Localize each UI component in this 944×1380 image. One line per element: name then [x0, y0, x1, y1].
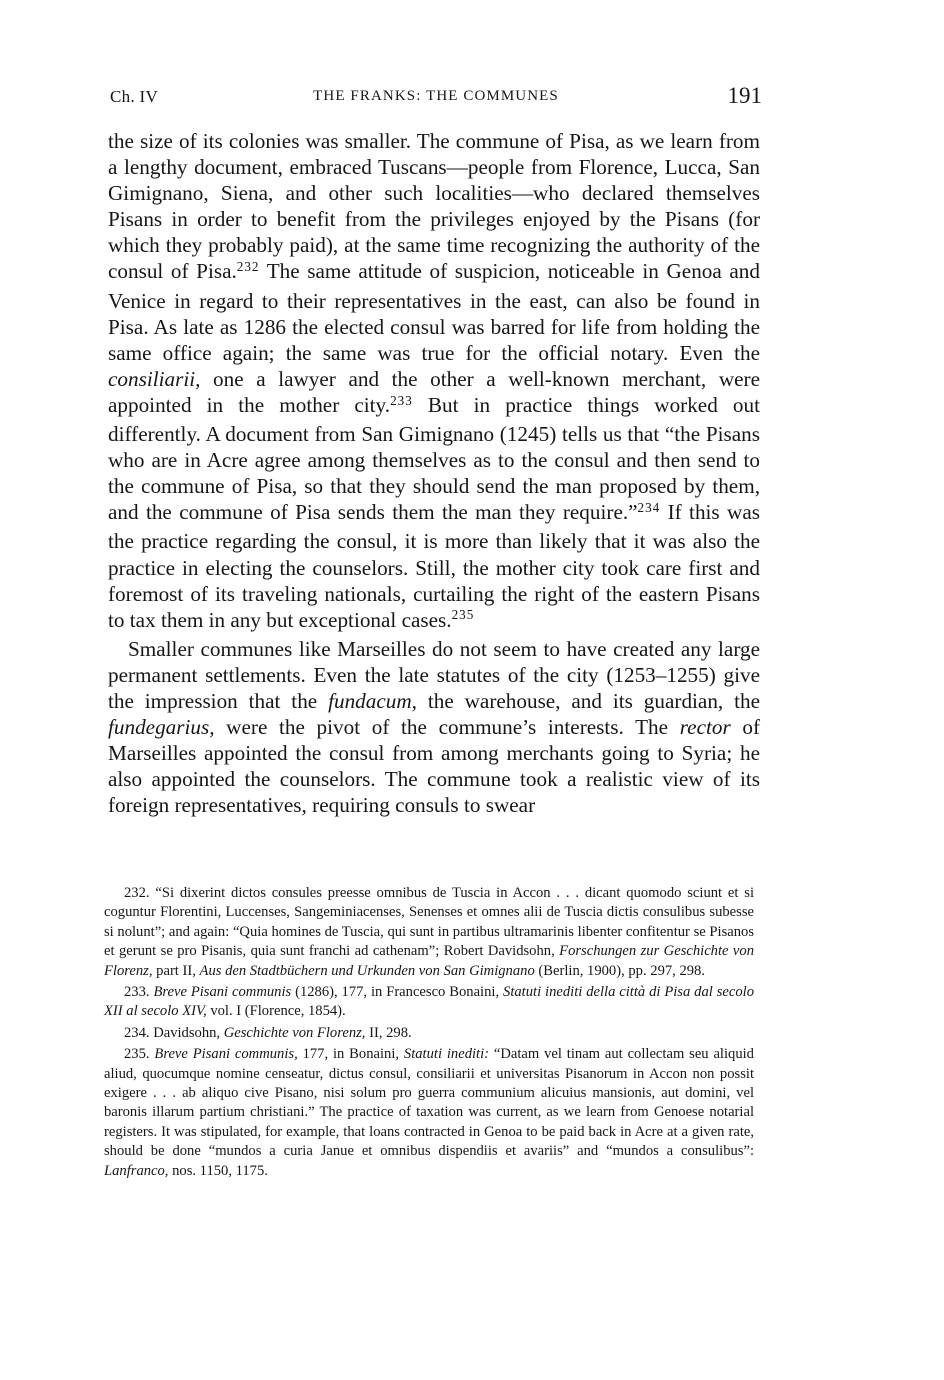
- italic-title: Breve Pisani communis,: [154, 1046, 298, 1063]
- text-run: Smaller communes like Marseilles do not seem to have created any large permanent settlements. Even the late statutes of the city (1253–1255) give the impression that the: [108, 636, 760, 713]
- running-head: [110, 83, 762, 112]
- text-run: 233.: [124, 984, 154, 1001]
- italic-title: Aus den Stadtbüchern und Urkunden von San Gimignano: [199, 962, 535, 979]
- main-text: [108, 128, 760, 818]
- chapter-label: Ch. IV: [110, 87, 159, 106]
- text-run: 177, in Bonaini,: [297, 1046, 404, 1063]
- footnote-ref: 233: [390, 392, 413, 408]
- running-title: THE FRANKS: THE COMMUNES: [313, 88, 559, 104]
- text-run: The same attitude of suspicion, noticeable in Genoa and Venice in regard to their representatives in the east, can also be found in Pisa. As late as 1286 the elected consul was barred for life from holding the same office again; the same was true for the official notary. Even the: [108, 259, 760, 365]
- italic-title: Statuti inediti della città di Pisa dal secolo XII al secolo XIV,: [104, 984, 755, 1020]
- text-run: (Berlin, 1900), pp. 297, 298.: [534, 962, 705, 979]
- text-run: the size of its colonies was smaller. The commune of Pisa, as we learn from a lengthy document, embraced Tuscans—people from Florence, Lucca, San Gimignano, Siena, and other such localities—who declared themselves Pisans in order to benefit from the privileges enjoyed by the Pisans (for which they probably paid), at the same time recognizing the authority of the consul of Pisa.: [108, 129, 760, 284]
- italic-title: Breve Pisani communis: [153, 984, 292, 1001]
- footnote-235: [104, 1045, 754, 1181]
- footnote-234: [104, 1024, 754, 1043]
- footnote-ref: 232: [236, 259, 260, 275]
- text-run: 232. “Si dixerint dictos consules preesse omnibus de Tuscia in Accon . . . dicant quomodo sciunt et si coguntur Florentini, Luccenses, Sangeminiacenses, Senenses et omnes alii de Tuscia dictis consulibus subesse si nolunt”; and again: “Quia homines de Tuscia, qui sunt in partibus ultramarinis libenter confitentur se Pisanos et gerunt se pro Pisanis, quia sunt franchi ad cathenam”; Robert Davidsohn,: [104, 885, 754, 960]
- paragraph-marseilles: [108, 636, 760, 819]
- footnote-ref: 234: [637, 500, 661, 516]
- text-run: (1286), 177, in Francesco Bonaini,: [291, 984, 504, 1001]
- text-run: the warehouse, and its guardian, the: [416, 688, 760, 713]
- italic-term: rector: [679, 715, 731, 740]
- italic-title: Lanfranco,: [104, 1162, 169, 1179]
- text-run: nos. 1150, 1175.: [168, 1162, 268, 1179]
- paragraph-pisa: [108, 128, 760, 636]
- text-run: II, 298.: [365, 1024, 412, 1041]
- footnote-ref: 235: [451, 607, 475, 623]
- page-number: 191: [727, 83, 762, 108]
- text-run: 234. Davidsohn,: [124, 1024, 224, 1041]
- italic-title: Geschichte von Florenz,: [223, 1024, 366, 1041]
- italic-title: Statuti inediti:: [403, 1046, 490, 1063]
- footnote-233: [104, 983, 754, 1022]
- text-run: were the pivot of the commune’s interests. The: [214, 715, 680, 740]
- text-run: one a lawyer and the other a well-known merchant, were appointed in the mother city.: [108, 366, 760, 417]
- footnotes: [104, 884, 754, 1181]
- italic-term: fundacum,: [328, 688, 417, 713]
- footnote-232: [104, 884, 754, 981]
- italic-term: fundegarius,: [108, 715, 215, 740]
- text-run: But in practice things worked out differently. A document from San Gimignano (1245) tells us that “the Pisans who are in Acre agree among themselves as to the consul and then send to the commune of Pisa, so that they should send the man proposed by them, and the commune of Pisa sends them the man they require.”: [108, 392, 760, 525]
- text-run: part II,: [152, 962, 200, 979]
- text-run: 235.: [124, 1046, 155, 1063]
- text-run: of Marseilles appointed the consul from among merchants going to Syria; he also appointed the counselors. The commune took a realistic view of its foreign representatives, requiring consuls to swear: [108, 715, 761, 818]
- text-run: vol. I (Florence, 1854).: [206, 1003, 346, 1020]
- text-run: “Datam vel tinam aut collectam seu aliquid aliud, quocumque nomine censeatur, dictus consul, consiliarii et universitas Pisanorum in Accon non possit exigere . . . ab aliquo cive Pisano, nisi solum pro guerra communium alicuius mansionis, aut domini, vel baronis illarum partium christiani.” The practice of taxation was current, as we learn from Genoese notarial registers. It was stipulated, for example, that loans contracted in Genoa to be paid back in Acre at a given rate, should be done “mundos a curia Janue et omnibus dispendiis et avariis” and “mundos a consulibus”:: [104, 1046, 754, 1160]
- text-run: If this was the practice regarding the consul, it is more than likely that it was also the practice in electing the counselors. Still, the mother city took care first and foremost of its traveling nationals, curtailing the right of the eastern Pisans to tax them in any but exceptional cases.: [108, 500, 760, 632]
- italic-title: Forschungen zur Geschichte von Florenz,: [104, 943, 755, 979]
- italic-term: consiliarii,: [108, 366, 201, 391]
